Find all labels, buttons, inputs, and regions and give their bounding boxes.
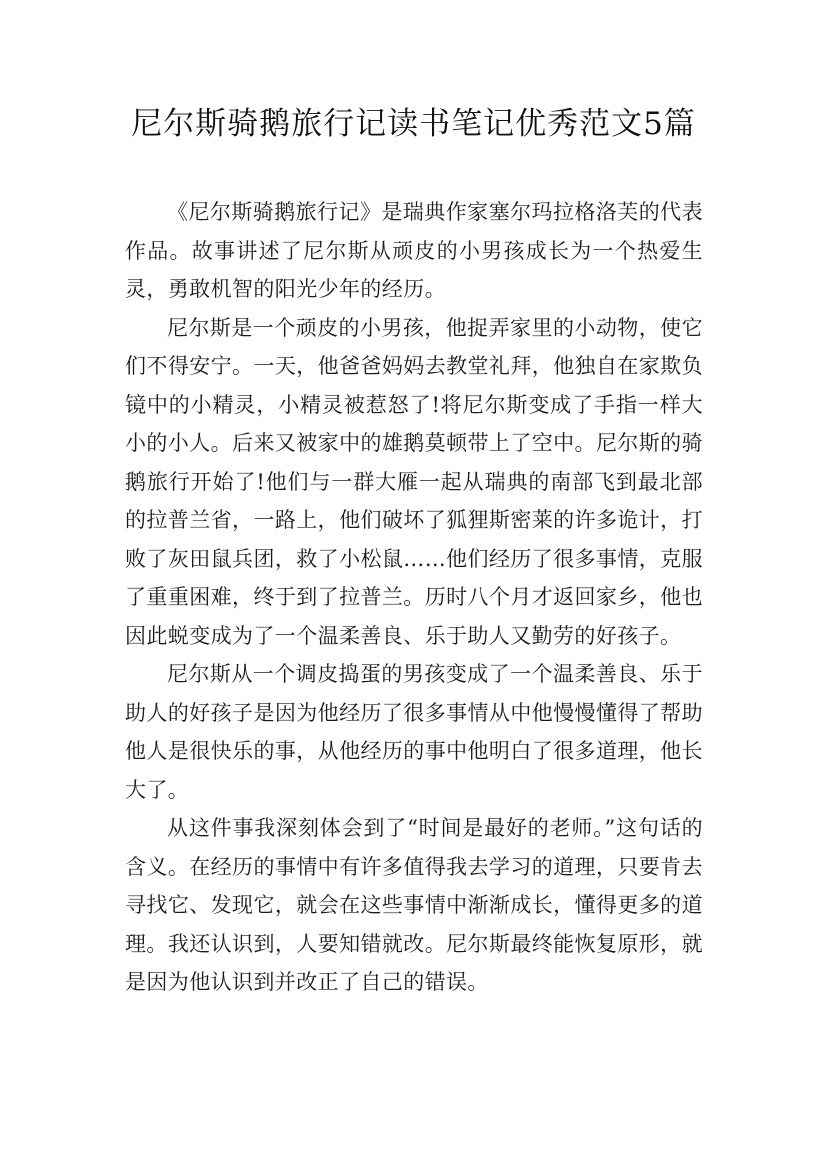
paragraph-growth: 尼尔斯从一个调皮捣蛋的男孩变成了一个温柔善良、乐于助人的好孩子是因为他经历了很多事情从中他慢慢懂得了帮助他人是很快乐的事，从他经历的事中他明白了很多道理，他长大了。: [125, 662, 703, 802]
document-body: [125, 193, 703, 1002]
paragraph-reflection: 从这件事我深刻体会到了“时间是最好的老师。”这句话的含义。在经历的事情中有许多值得我去学习的道理，只要肯去寻找它、发现它，就会在这些事情中渐渐成长，懂得更多的道理。我还认识到，人要知错就改。尼尔斯最终能恢复原形，就是因为他认识到并改正了自己的错误。: [125, 816, 703, 994]
page-title: 尼尔斯骑鹅旅行记读书笔记优秀范文5篇: [131, 106, 696, 142]
paragraph-intro: 《尼尔斯骑鹅旅行记》是瑞典作家塞尔玛拉格洛芙的代表作品。故事讲述了尼尔斯从顽皮的小男孩成长为一个热爱生灵，勇敢机智的阳光少年的经历。: [125, 200, 703, 301]
paragraph-story: 尼尔斯是一个顽皮的小男孩，他捉弄家里的小动物，使它们不得安宁。一天，他爸爸妈妈去教堂礼拜，他独自在家欺负镜中的小精灵，小精灵被惹怒了!将尼尔斯变成了手指一样大小的小人。后来又被家中的雄鹅莫顿带上了空中。尼尔斯的骑鹅旅行开始了!他们与一群大雁一起从瑞典的南部飞到最北部的拉普兰省，一路上，他们破坏了狐狸斯密莱的许多诡计，打败了灰田鼠兵团，救了小松鼠……他们经历了很多事情，克服了重重困难，终于到了拉普兰。历时八个月才返回家乡，他也因此蜕变成为了一个温柔善良、乐于助人又勤劳的好孩子。: [125, 315, 703, 648]
